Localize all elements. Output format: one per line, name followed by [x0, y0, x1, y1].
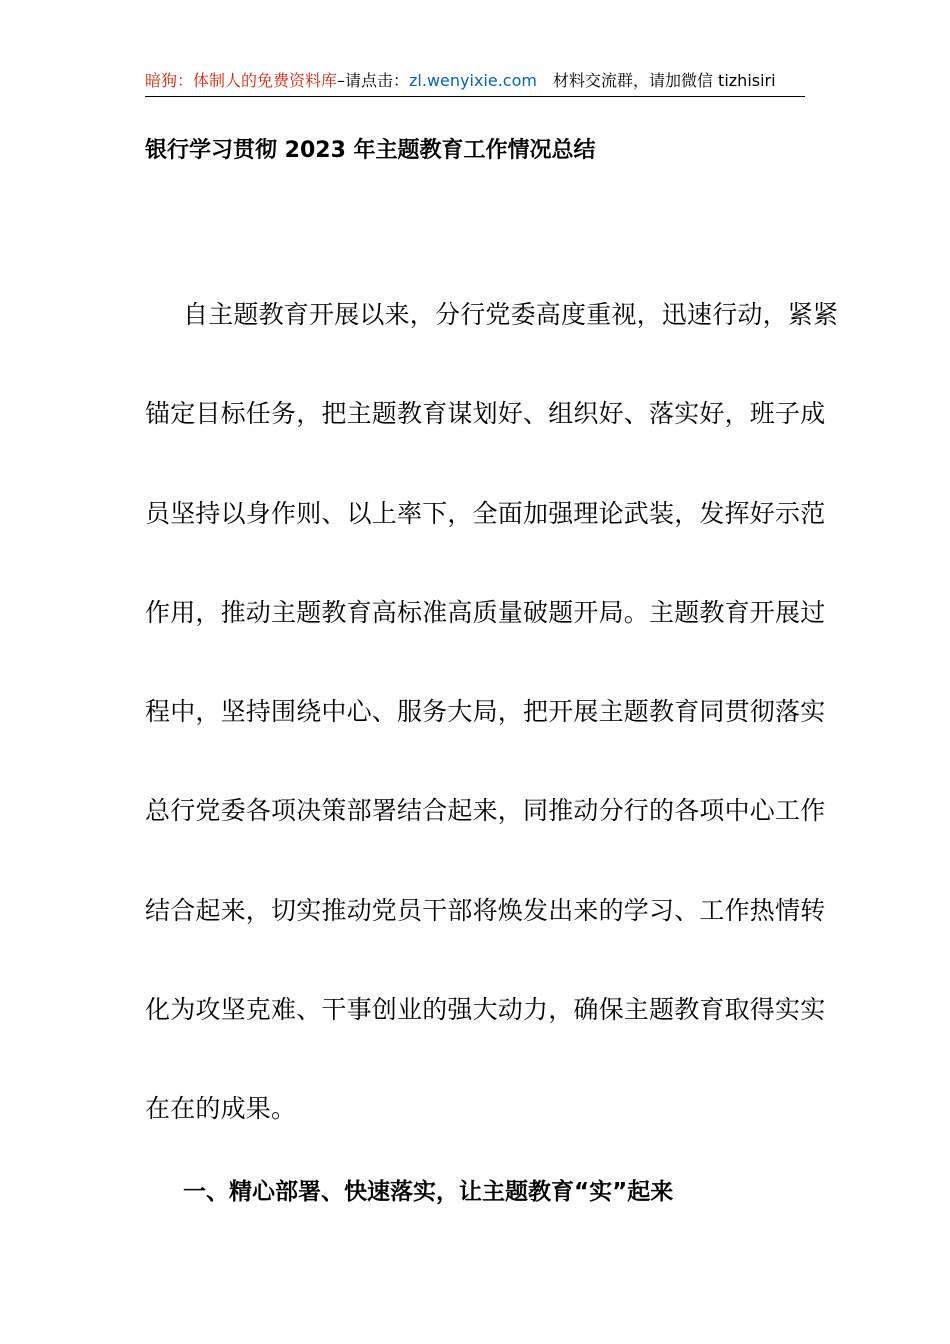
header-link[interactable]: zl.wenyixie.com — [409, 71, 537, 90]
header-prompt: –请点击： — [337, 71, 410, 90]
paragraph-line: 在在的成果。 — [145, 1094, 297, 1123]
header-note: 材料交流群，请加微信 tizhisiri — [552, 71, 776, 90]
paragraph-line: 程中，坚持围绕中心、服务大局，把开展主题教育同贯彻落实 — [145, 697, 826, 726]
paragraph-line: 锚定目标任务，把主题教育谋划好、组织好、落实好，班子成 — [145, 399, 826, 428]
paragraph-line: 自主题教育开展以来，分行党委高度重视，迅速行动，紧紧 — [183, 300, 839, 329]
paragraph-line: 化为攻坚克难、干事创业的强大动力，确保主题教育取得实实 — [145, 995, 826, 1024]
page-header — [145, 68, 805, 97]
header-site-name: 暗狗：体制人的免费资料库 — [145, 71, 338, 90]
section-heading: 一、精心部署、快速落实，让主题教育“实”起来 — [183, 1179, 674, 1205]
paragraph-line: 员坚持以身作则、以上率下，全面加强理论武装，发挥好示范 — [145, 499, 826, 528]
paragraph-line: 结合起来，切实推动党员干部将焕发出来的学习、工作热情转 — [145, 896, 826, 925]
paragraph-line: 总行党委各项决策部署结合起来，同推动分行的各项中心工作 — [145, 796, 826, 825]
document-title: 银行学习贯彻 2023 年主题教育工作情况总结 — [145, 138, 596, 163]
paragraph-line: 作用，推动主题教育高标准高质量破题开局。主题教育开展过 — [145, 598, 826, 627]
